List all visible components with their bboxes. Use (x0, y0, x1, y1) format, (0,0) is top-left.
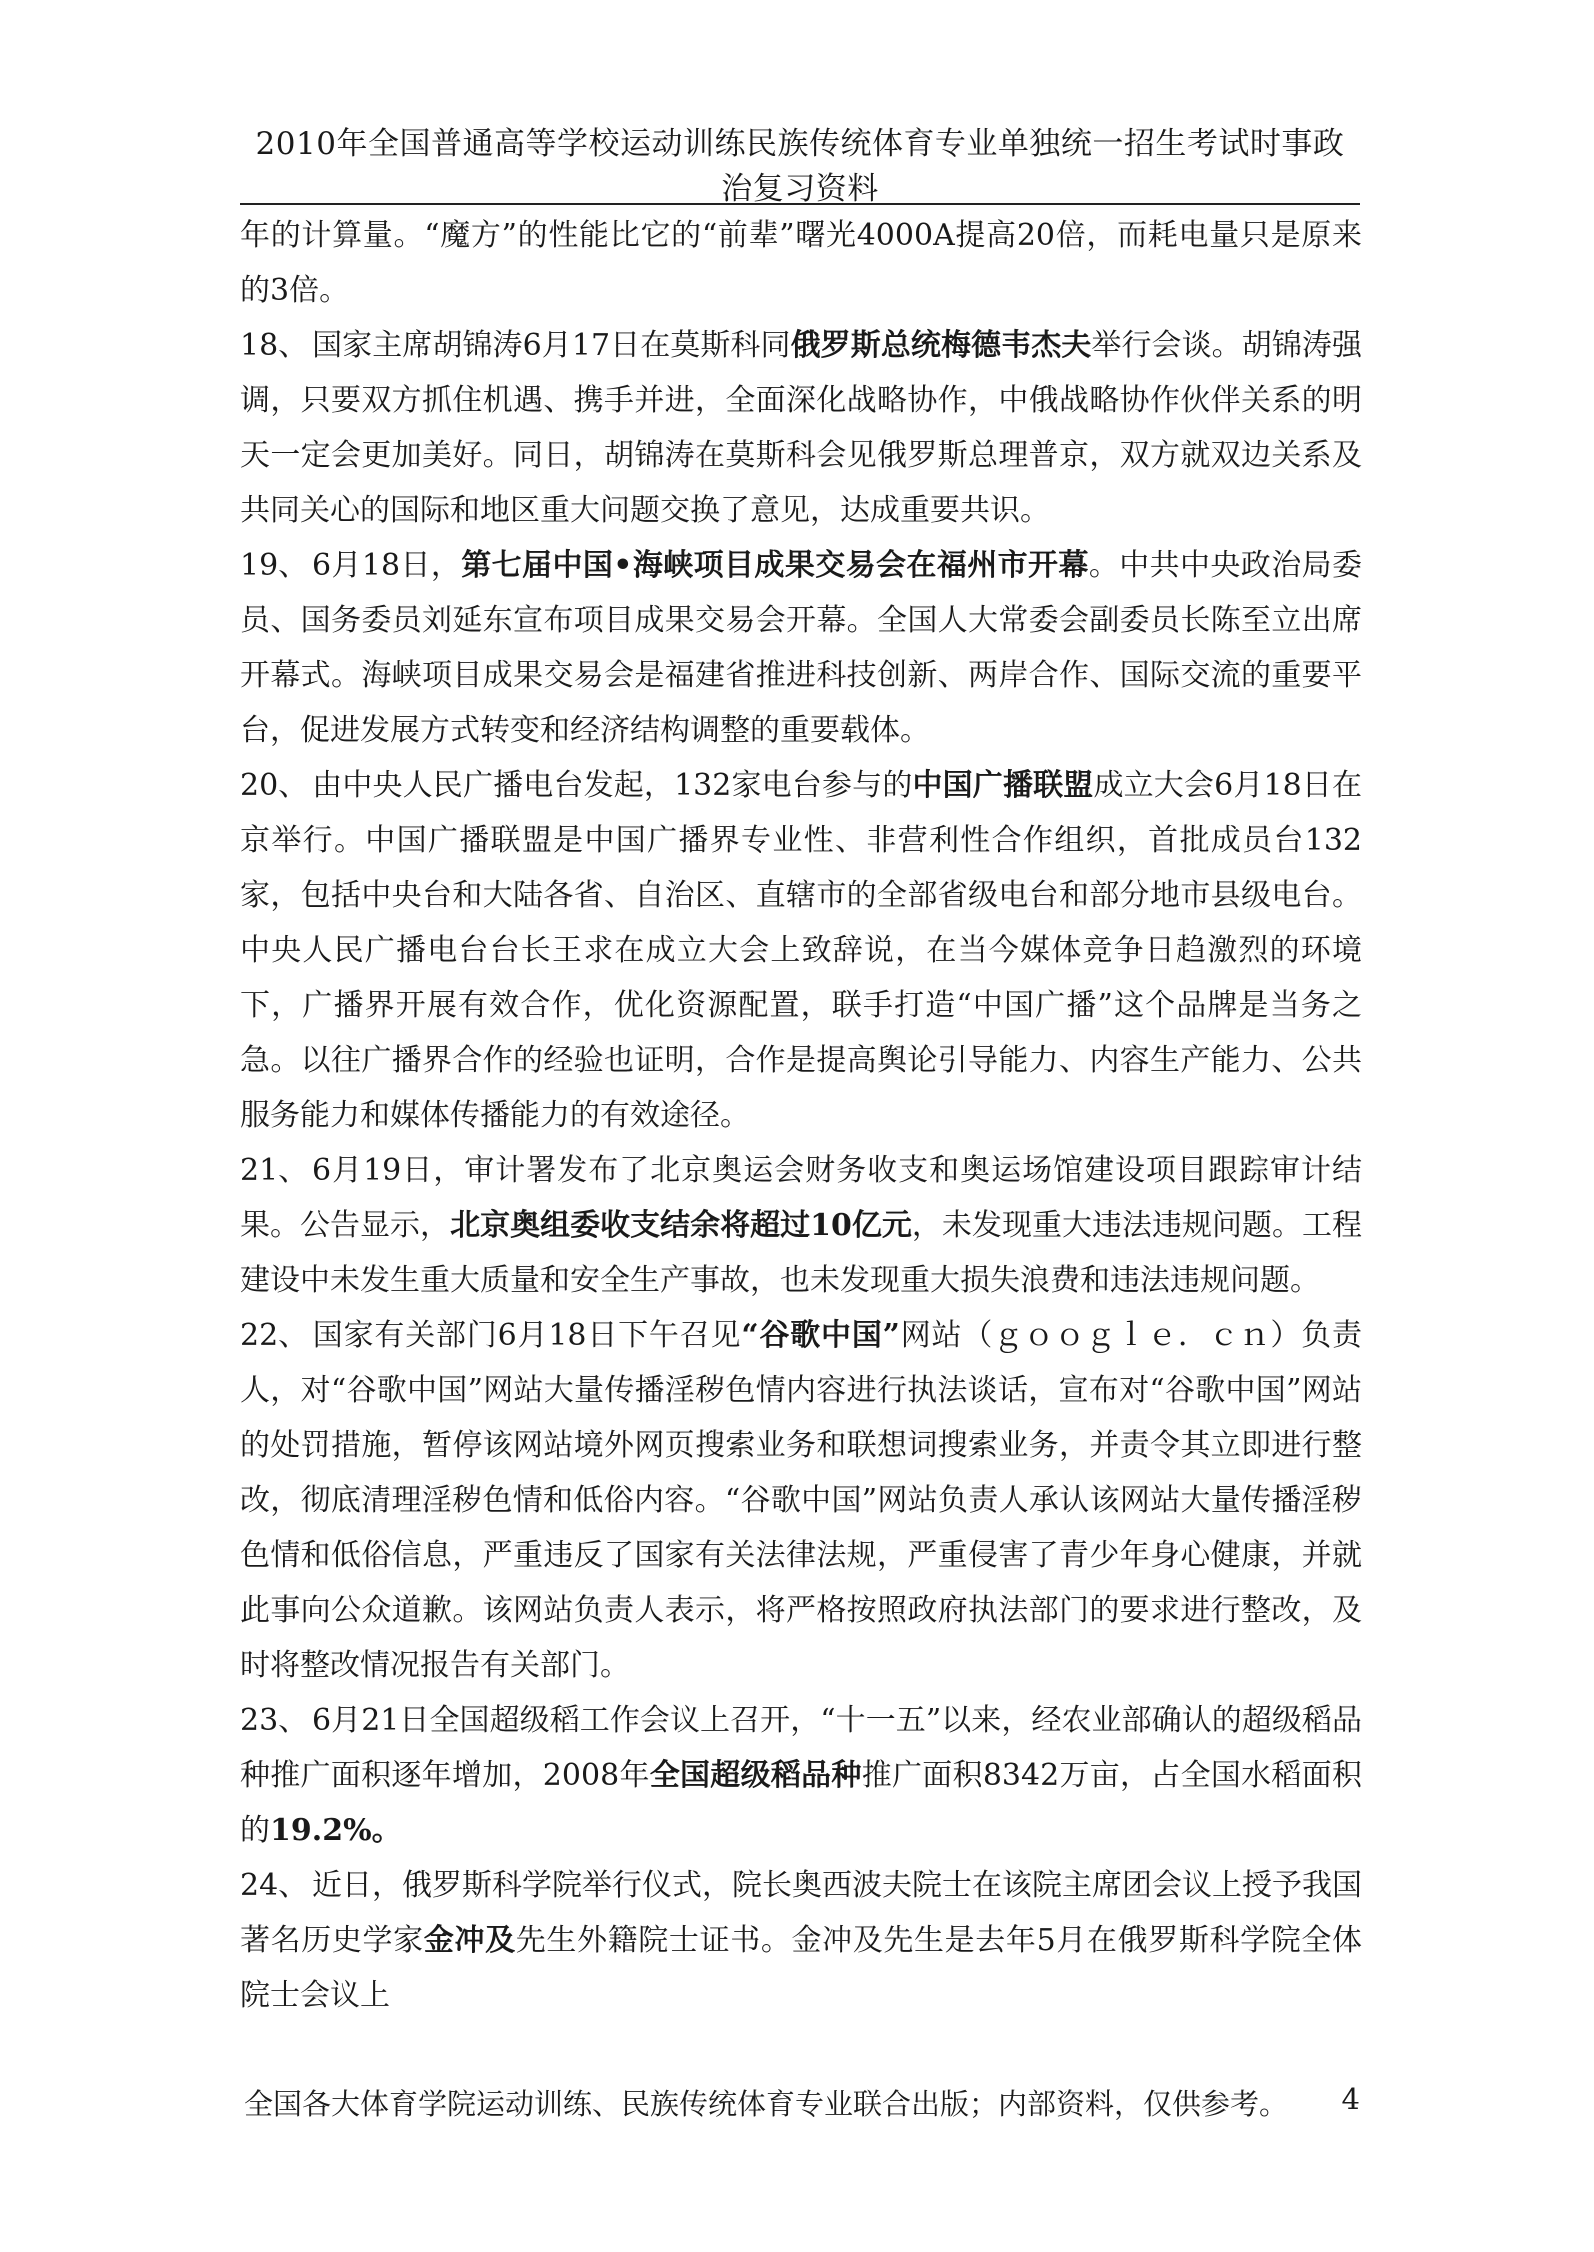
paragraph-text: 先生外籍院士证书。金冲及先生是去年5月在俄罗斯科学院全体院士会议上 (240, 1923, 1363, 2013)
item-18 (240, 318, 1362, 538)
paragraph-text: 6月19日，审计署发布了北京奥运会财务收支和奥运场馆建设项目跟踪审计结果。公告显示， (240, 1153, 1362, 1243)
paragraph-text: 近日，俄罗斯科学院举行仪式，院长奥西波夫院士在该院主席团会议上授予我国著名历史学家 (240, 1868, 1362, 1958)
item-number: 19、 (240, 548, 309, 583)
item-number: 18、 (240, 328, 309, 363)
paragraph-text: 6月18日， (312, 548, 462, 583)
bold-highlight: 19.2%。 (270, 1813, 402, 1848)
item-20 (240, 758, 1362, 1143)
item-number: 20、 (240, 768, 309, 803)
bold-highlight: 俄罗斯总统梅德韦杰夫 (790, 328, 1092, 363)
paragraph-continued (240, 208, 1362, 318)
paragraph-text: 年的计算量。“魔方”的性能比它的“前辈”曙光4000A提高20倍，而耗电量只是原来的3倍。 (240, 218, 1362, 308)
item-24 (240, 1858, 1362, 2023)
footer-note: 全国各大体育学院运动训练、民族传统体育专业联合出版；内部资料，仅供参考。 (244, 2087, 1289, 2121)
paragraph-text: ，未发现重大违法违规问题。工程建设中未发生重大质量和安全生产事故，也未发现重大损失浪费和违法违规问题。 (240, 1208, 1363, 1298)
document-body (240, 208, 1362, 2023)
paragraph-text: 。中共中央政治局委员、国务委员刘延东宣布项目成果交易会开幕。全国人大常委会副委员长陈至立出席开幕式。海峡项目成果交易会是福建省推进科技创新、两岸合作、国际交流的重要平台，促进发展方式转变和经济结构调整的重要载体。 (240, 548, 1362, 748)
bold-highlight: 全国超级稻品种 (649, 1758, 862, 1793)
item-number: 23、 (240, 1703, 309, 1738)
item-number: 21、 (240, 1153, 309, 1188)
item-19 (240, 538, 1362, 758)
paragraph-text: 网站（ｇｏｏｇｌｅ．ｃｎ）负责人，对“谷歌中国”网站大量传播淫秽色情内容进行执法谈话，宣布对“谷歌中国”网站的处罚措施，暂停该网站境外网页搜索业务和联想词搜索业务，并责令其立即进行整改，彻底清理淫秽色情和低俗内容。“谷歌中国”网站负责人承认该网站大量传播淫秽色情和低俗信息，严重违反了国家有关法律法规，严重侵害了青少年身心健康，并就此事向公众道歉。该网站负责人表示，将严格按照政府执法部门的要求进行整改，及时将整改情况报告有关部门。 (240, 1318, 1362, 1683)
page-header: 2010年全国普通高等学校运动训练民族传统体育专业单独统一招生考试时事政治复习资料 (255, 126, 1345, 207)
bold-highlight: “谷歌中国” (741, 1318, 900, 1353)
item-number: 22、 (240, 1318, 309, 1353)
page-number: 4 (1341, 2082, 1360, 2116)
paragraph-text: 举行会谈。胡锦涛强调，只要双方抓住机遇、携手并进，全面深化战略协作，中俄战略协作伙伴关系的明天一定会更加美好。同日，胡锦涛在莫斯科会见俄罗斯总理普京，双方就双边关系及共同关心的国际和地区重大问题交换了意见，达成重要共识。 (240, 328, 1362, 528)
bold-highlight: 金冲及 (423, 1923, 516, 1958)
bold-highlight: 中国广播联盟 (912, 768, 1094, 803)
item-21 (240, 1143, 1362, 1308)
bold-highlight: 第七届中国•海峡项目成果交易会在福州市开幕 (461, 548, 1089, 583)
paragraph-text: 由中央人民广播电台发起，132家电台参与的 (312, 768, 913, 803)
paragraph-text: 国家有关部门6月18日下午召见 (312, 1318, 742, 1353)
bold-highlight: 北京奥组委收支结余将超过10亿元 (450, 1208, 912, 1243)
paragraph-text: 国家主席胡锦涛6月17日在莫斯科同 (312, 328, 791, 363)
item-23 (240, 1693, 1362, 1858)
paragraph-text: 成立大会6月18日在京举行。中国广播联盟是中国广播界专业性、非营利性合作组织，首批成员台132家，包括中央台和大陆各省、自治区、直辖市的全部省级电台和部分地市县级电台。中央人民广播电台台长王求在成立大会上致辞说，在当今媒体竞争日趋激烈的环境下，广播界开展有效合作，优化资源配置，联手打造“中国广播”这个品牌是当务之急。以往广播界合作的经验也证明，合作是提高舆论引导能力、内容生产能力、公共服务能力和媒体传播能力的有效途径。 (240, 768, 1363, 1133)
paragraph-text: 6月21日全国超级稻工作会议上召开，“十一五”以来，经农业部确认的超级稻品种推广面积逐年增加，2008年 (240, 1703, 1362, 1793)
item-22 (240, 1308, 1362, 1693)
item-number: 24、 (240, 1868, 309, 1903)
header-divider (240, 203, 1360, 205)
paragraph-text: 推广面积8342万亩，占全国水稻面积的 (240, 1758, 1362, 1848)
